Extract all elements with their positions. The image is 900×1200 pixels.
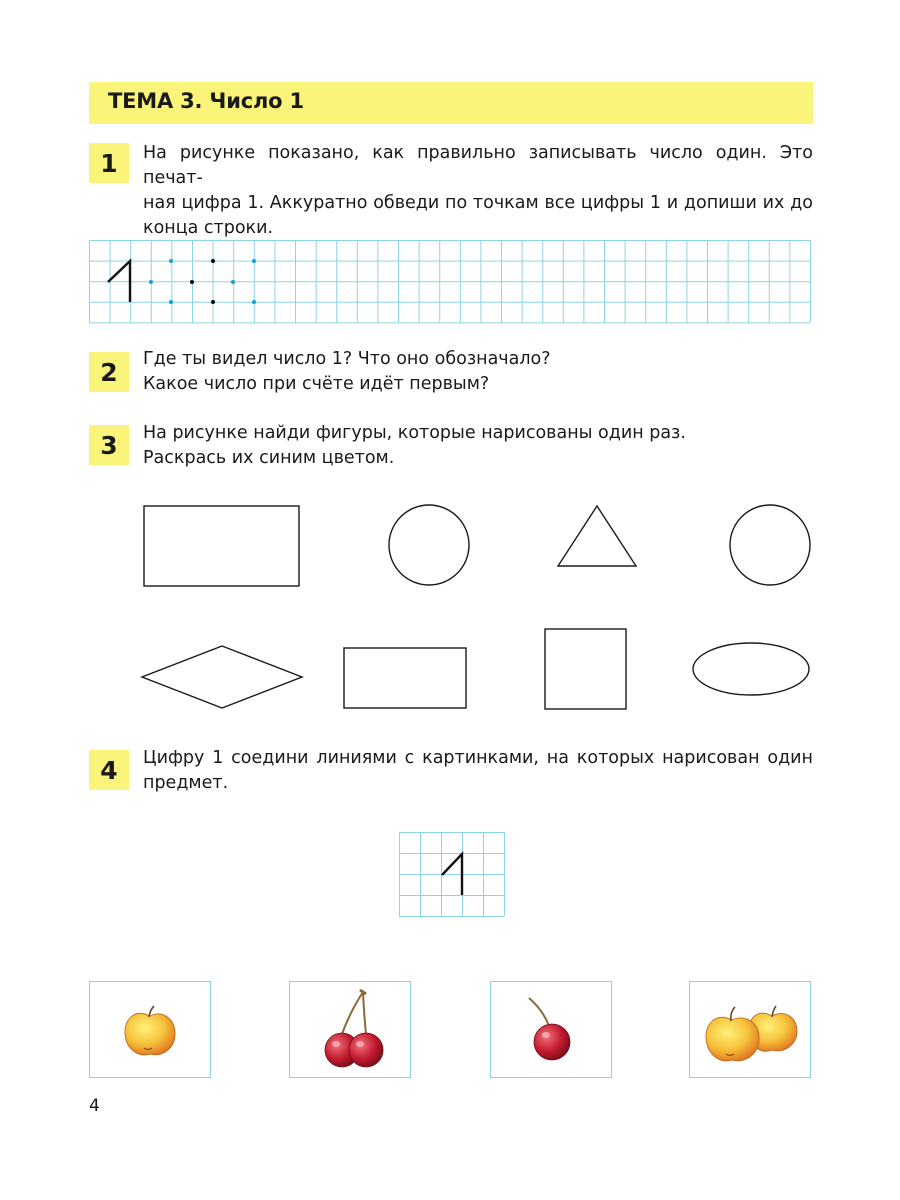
trace-dot bbox=[231, 280, 235, 284]
task-1-line: конца строки. bbox=[143, 218, 274, 238]
picture-card-two-cherries[interactable] bbox=[289, 981, 411, 1078]
picture-card-one-apple[interactable] bbox=[89, 981, 211, 1078]
cherry-icon bbox=[491, 982, 611, 1076]
apple-icon bbox=[90, 982, 210, 1076]
shape-triangle[interactable] bbox=[558, 506, 636, 566]
task-4-number-badge: 4 bbox=[89, 750, 129, 790]
task-2-line: Какое число при счёте идёт первым? bbox=[143, 374, 490, 394]
shape-rectangle[interactable] bbox=[344, 648, 466, 708]
task-4-text bbox=[143, 746, 813, 796]
task-2-text bbox=[143, 347, 813, 397]
shape-rhombus[interactable] bbox=[142, 646, 302, 708]
trace-dot bbox=[211, 300, 215, 304]
task-2-number-badge: 2 bbox=[89, 352, 129, 392]
shape-ellipse[interactable] bbox=[693, 643, 809, 695]
trace-dot bbox=[190, 280, 194, 284]
task-1-number-badge: 1 bbox=[89, 143, 129, 183]
writing-grid[interactable] bbox=[89, 240, 814, 326]
task-1-text bbox=[143, 141, 813, 241]
task-1-line: На рисунке показано, как правильно записывать число один. Это печат- bbox=[143, 143, 813, 188]
page-number: 4 bbox=[89, 1096, 100, 1116]
shape-circle[interactable] bbox=[389, 505, 469, 585]
trace-dot bbox=[169, 300, 173, 304]
trace-dot bbox=[211, 259, 215, 263]
shape-circle[interactable] bbox=[730, 505, 810, 585]
task-2-line: Где ты видел число 1? Что оно обозначало? bbox=[143, 349, 551, 369]
picture-card-two-apples[interactable] bbox=[689, 981, 811, 1078]
topic-title: ТЕМА 3. Число 1 bbox=[108, 89, 304, 113]
trace-dot bbox=[149, 280, 153, 284]
picture-card-one-cherry[interactable] bbox=[490, 981, 612, 1078]
trace-dot bbox=[169, 259, 173, 263]
trace-dot bbox=[252, 300, 256, 304]
task-4-line: предмет. bbox=[143, 773, 229, 793]
task-3-line: На рисунке найди фигуры, которые нарисованы один раз. bbox=[143, 423, 686, 443]
task-4-line: Цифру 1 соедини линиями с картинками, на которых нарисован один bbox=[143, 748, 813, 768]
digit-one-grid[interactable] bbox=[399, 832, 505, 918]
apples-icon bbox=[690, 982, 810, 1076]
trace-dot bbox=[252, 259, 256, 263]
cherries-icon bbox=[290, 982, 410, 1076]
task-1-line: ная цифра 1. Аккуратно обведи по точкам все цифры 1 и допиши их до bbox=[143, 193, 813, 213]
task-3-number-badge: 3 bbox=[89, 425, 129, 465]
task-3-text bbox=[143, 421, 813, 471]
shape-rectangle[interactable] bbox=[144, 506, 299, 586]
shape-square[interactable] bbox=[545, 629, 626, 709]
task-3-line: Раскрась их синим цветом. bbox=[143, 448, 395, 468]
shapes-area bbox=[140, 500, 830, 720]
